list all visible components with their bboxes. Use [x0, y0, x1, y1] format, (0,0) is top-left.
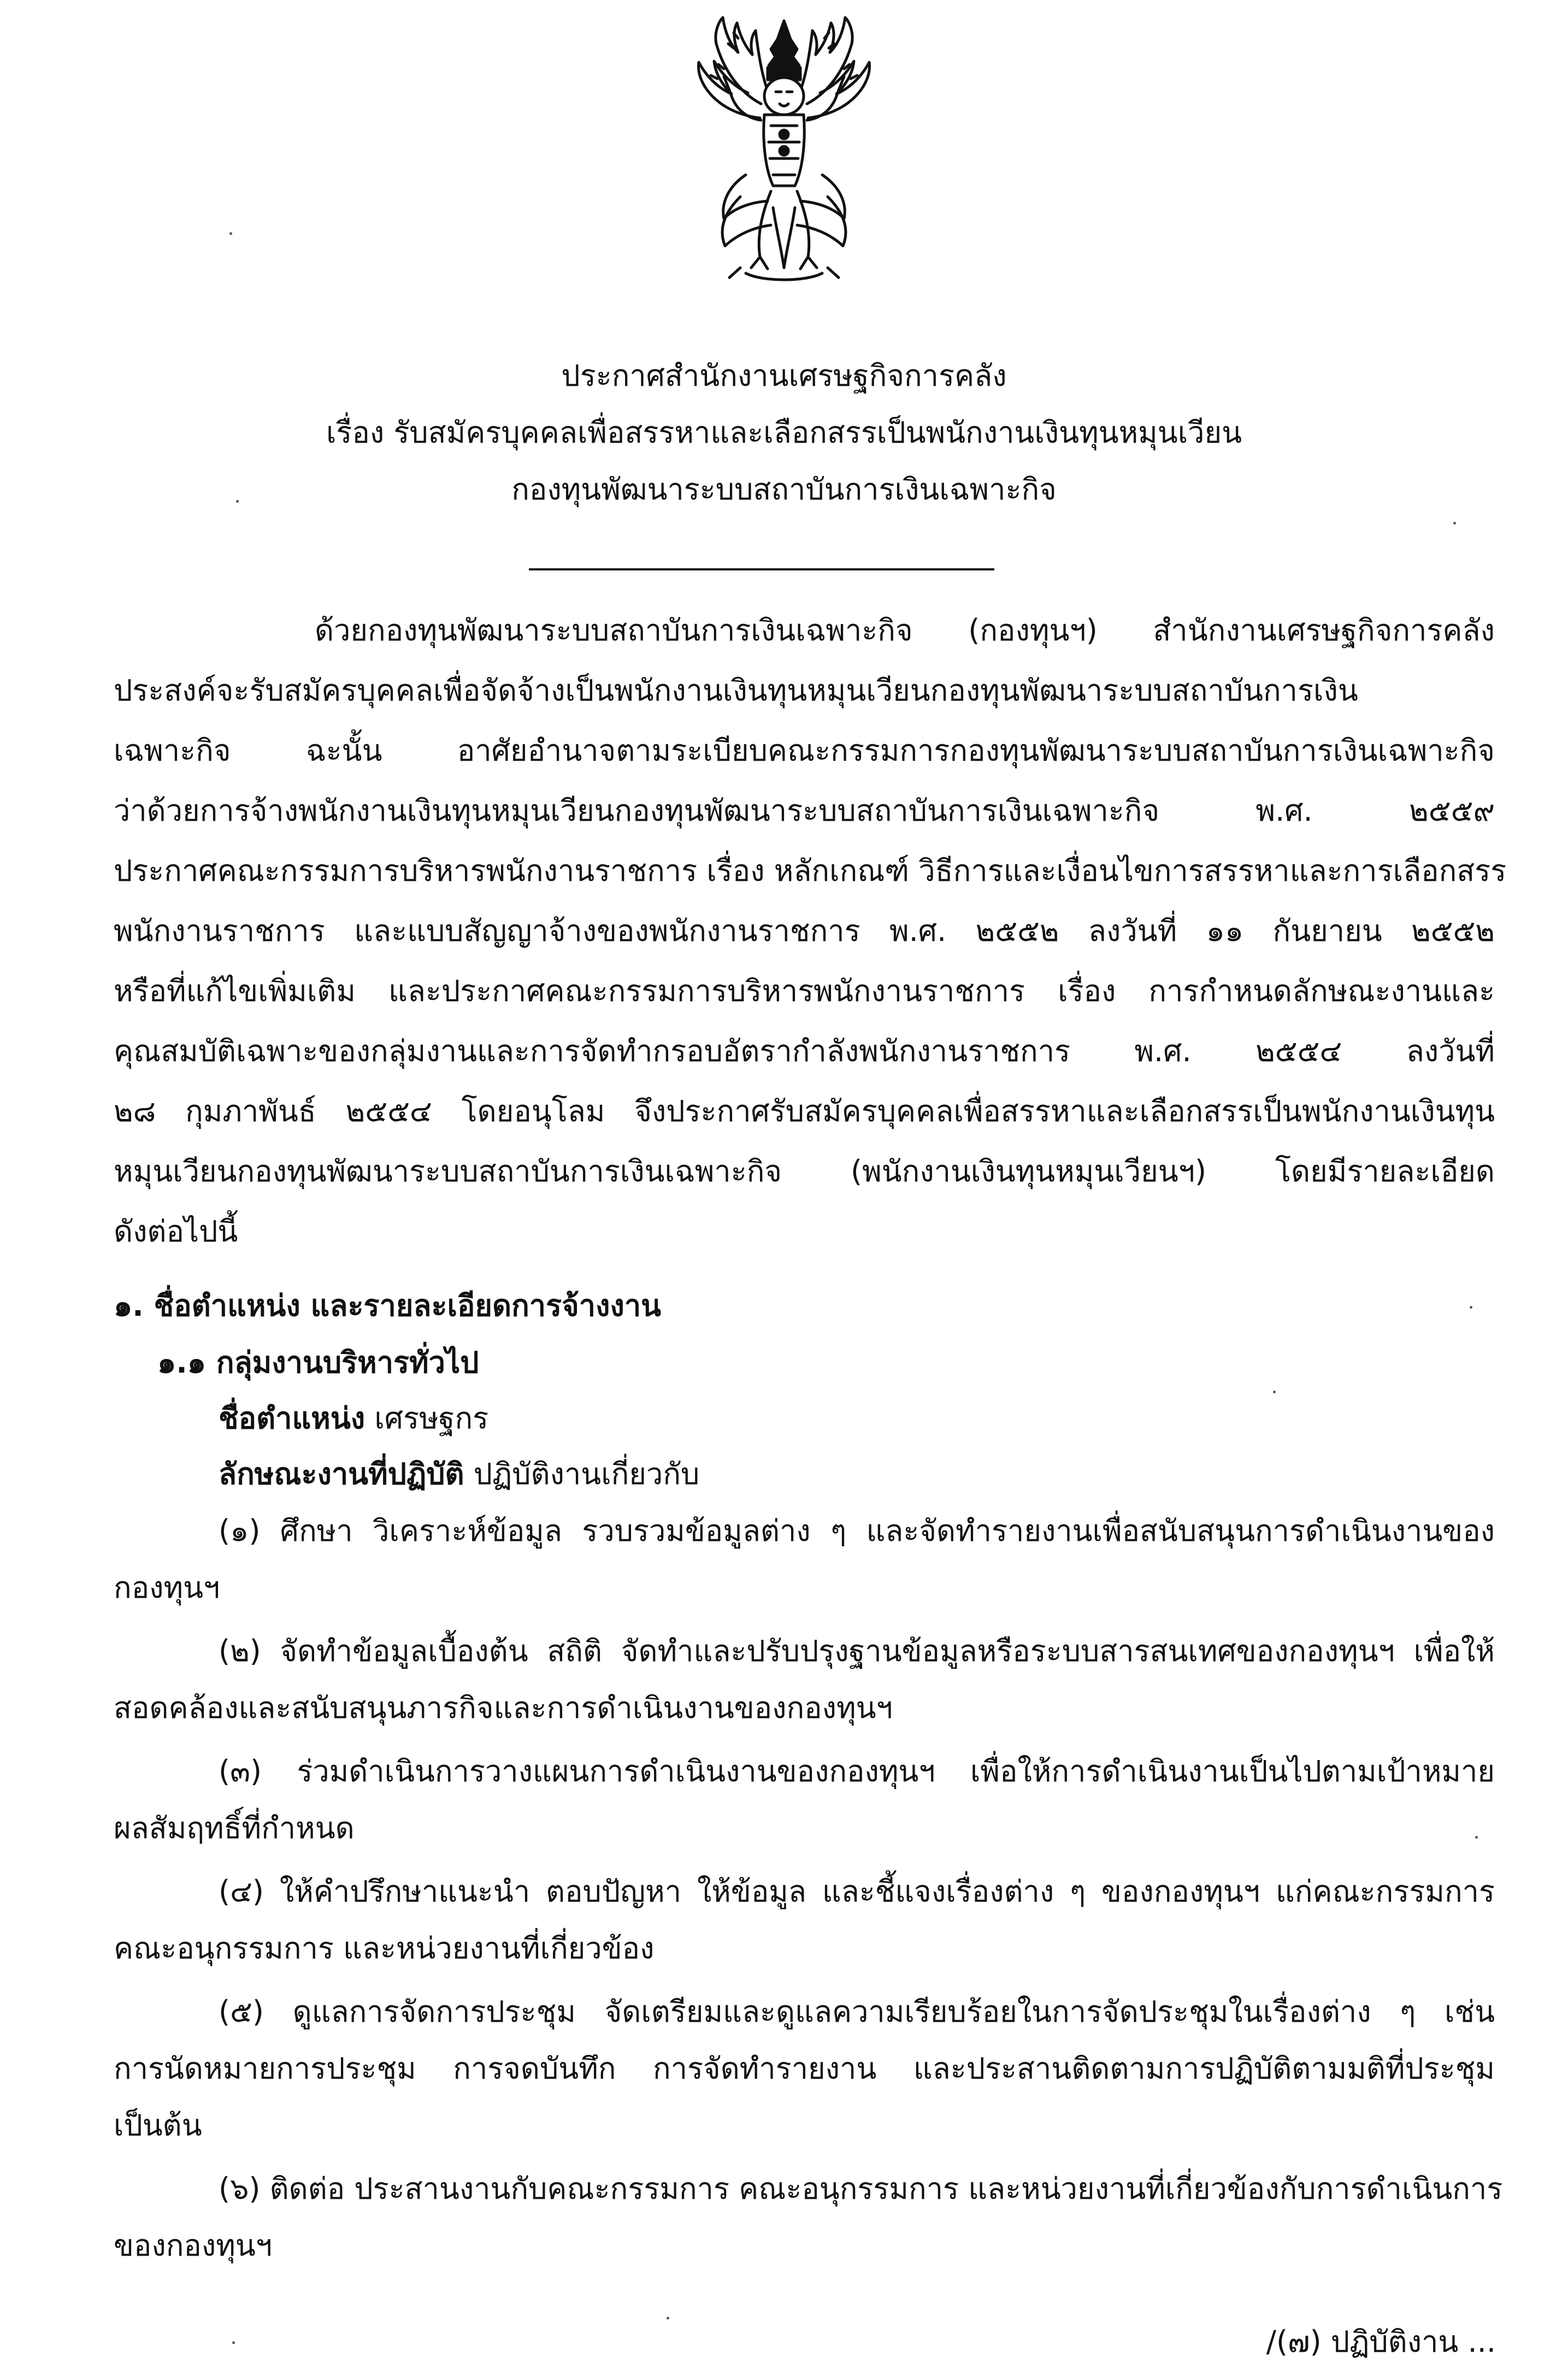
intro-line: คุณสมบัติเฉพาะของกลุ่มงานและการจัดทำกรอบอัตรากำลังพนักงานราชการ พ.ศ. ๒๕๕๔ ลงวันที่: [114, 1034, 1495, 1068]
intro-line: เฉพาะกิจ ฉะนั้น อาศัยอำนาจตามระเบียบคณะกรรมการกองทุนพัฒนาระบบสถาบันการเงินเฉพาะกิจ: [114, 733, 1495, 768]
scan-speck: [229, 232, 232, 235]
scan-speck: [1470, 1306, 1472, 1309]
intro-line: ว่าด้วยการจ้างพนักงานเงินทุนหมุนเวียนกองทุนพัฒนาระบบสถาบันการเงินเฉพาะกิจ พ.ศ. ๒๕๕๙: [114, 793, 1495, 828]
duty-item-4-continued: คณะอนุกรรมการ และหน่วยงานที่เกี่ยวข้อง: [114, 1931, 655, 1965]
scan-speck: [236, 500, 239, 503]
scan-speck: [1453, 522, 1456, 525]
duty-item-3: (๓) ร่วมดำเนินการวางแผนการดำเนินงานของกองทุนฯ เพื่อให้การดำเนินงานเป็นไปตามเป้าหมาย: [219, 1754, 1495, 1788]
announcement-header: [0, 348, 1568, 518]
intro-line: พนักงานราชการ และแบบสัญญาจ้างของพนักงานราชการ พ.ศ. ๒๕๕๒ ลงวันที่ ๑๑ กันยายน ๒๕๕๒: [114, 914, 1495, 948]
duty-row: [219, 1455, 699, 1494]
position-label: ชื่อตำแหน่ง: [219, 1401, 366, 1435]
duty-item-6: (๖) ติดต่อ ประสานงานกับคณะกรรมการ คณะอนุกรรมการ และหน่วยงานที่เกี่ยวข้องกับการดำเนินการ: [219, 2171, 1503, 2206]
duty-item-6-continued: ของกองทุนฯ: [114, 2228, 273, 2263]
duty-label: ลักษณะงานที่ปฏิบัติ: [219, 1457, 464, 1491]
subsection-heading: ๑.๑ กลุ่มงานบริหารทั่วไป: [157, 1345, 479, 1380]
header-divider: [529, 568, 994, 570]
duty-value: ปฏิบัติงานเกี่ยวกับ: [473, 1457, 700, 1491]
scan-speck: [1475, 1836, 1478, 1839]
duty-item-4: (๔) ให้คำปรึกษาแนะนำ ตอบปัญหา ให้ข้อมูล และชี้แจงเรื่องต่าง ๆ ของกองทุนฯ แก่คณะกรรมการ: [219, 1874, 1495, 1909]
intro-line: หมุนเวียนกองทุนพัฒนาระบบสถาบันการเงินเฉพาะกิจ (พนักงานเงินทุนหมุนเวียนฯ) โดยมีรายละเอียด: [114, 1154, 1495, 1188]
duty-item-1: (๑) ศึกษา วิเคราะห์ข้อมูล รวบรวมข้อมูลต่าง ๆ และจัดทำรายงานเพื่อสนับสนุนการดำเนินงานของ: [219, 1514, 1495, 1548]
duty-item-2-continued: สอดคล้องและสนับสนุนภารกิจและการดำเนินงานของกองทุนฯ: [114, 1691, 893, 1725]
duty-item-1-continued: กองทุนฯ: [114, 1570, 220, 1605]
intro-line: ๒๘ กุมภาพันธ์ ๒๕๕๔ โดยอนุโลม จึงประกาศรับสมัครบุคคลเพื่อสรรหาและเลือกสรรเป็นพนักงานเงินทุน: [114, 1094, 1495, 1128]
duty-item-5: (๕) ดูแลการจัดการประชุม จัดเตรียมและดูแลความเรียบร้อยในการจัดประชุมในเรื่องต่าง ๆ เช่น: [219, 1994, 1495, 2029]
duty-item-5-continued: การนัดหมายการประชุม การจดบันทึก การจัดทำรายงาน และประสานติดตามการปฏิบัติตามมติที่ประชุม: [114, 2051, 1495, 2086]
intro-line: ด้วยกองทุนพัฒนาระบบสถาบันการเงินเฉพาะกิจ (กองทุนฯ) สำนักงานเศรษฐกิจการคลัง: [315, 613, 1495, 648]
duty-item-5-continued: เป็นต้น: [114, 2108, 202, 2142]
intro-line: ดังต่อไปนี้: [114, 1214, 238, 1249]
duty-item-3-continued: ผลสัมฤทธิ์ที่กำหนด: [114, 1811, 355, 1845]
section-heading: ๑. ชื่อตำแหน่ง และรายละเอียดการจ้างงาน: [114, 1288, 662, 1323]
garuda-emblem-icon: [664, 11, 904, 290]
position-value: เศรษฐกร: [374, 1401, 489, 1435]
position-row: [219, 1399, 488, 1438]
intro-line: ประกาศคณะกรรมการบริหารพนักงานราชการ เรื่อง หลักเกณฑ์ วิธีการและเงื่อนไขการสรรหาและการเลือกสรร: [114, 854, 1507, 888]
header-subject: เรื่อง รับสมัครบุคคลเพื่อสรรหาและเลือกสรรเป็นพนักงานเงินทุนหมุนเวียน: [326, 415, 1242, 450]
intro-line: ประสงค์จะรับสมัครบุคคลเพื่อจัดจ้างเป็นพนักงานเงินทุนหมุนเวียนกองทุนพัฒนาระบบสถาบันการเงิน: [114, 673, 1358, 708]
scan-speck: [667, 2317, 669, 2320]
scan-speck: [232, 2341, 235, 2344]
header-title: ประกาศสำนักงานเศรษฐกิจการคลัง: [561, 358, 1007, 393]
intro-line: หรือที่แก้ไขเพิ่มเติม และประกาศคณะกรรมการบริหารพนักงานราชการ เรื่อง การกำหนดลักษณะงานและ: [114, 974, 1495, 1008]
continuation-note: /(๗) ปฏิบัติงาน ...: [1266, 2324, 1496, 2359]
header-fund-name: กองทุนพัฒนาระบบสถาบันการเงินเฉพาะกิจ: [511, 472, 1057, 507]
duty-item-2: (๒) จัดทำข้อมูลเบื้องต้น สถิติ จัดทำและปรับปรุงฐานข้อมูลหรือระบบสารสนเทศของกองทุนฯ เพื่อให้: [219, 1634, 1495, 1668]
scan-speck: [1273, 1391, 1276, 1393]
